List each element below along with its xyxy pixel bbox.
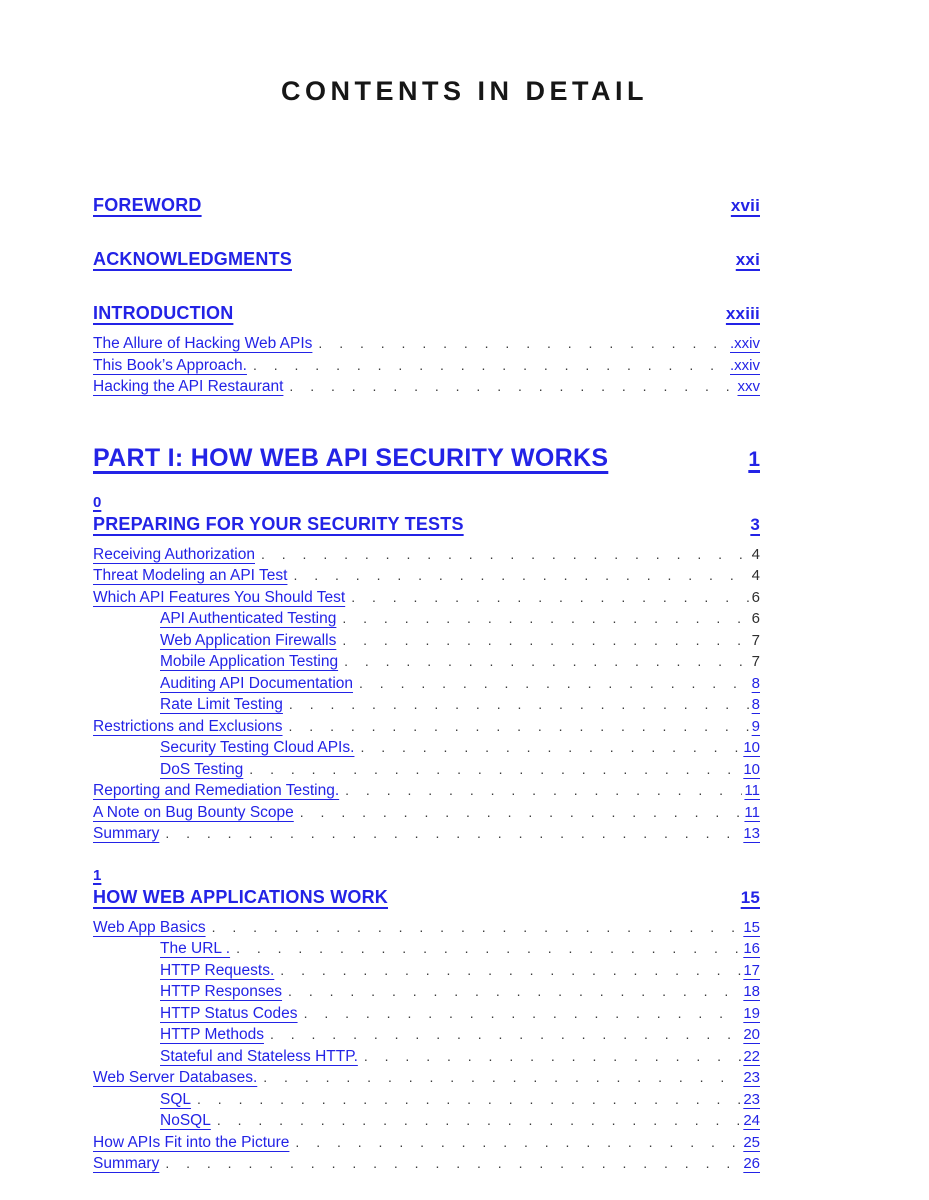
toc-entry-page: 6 bbox=[751, 588, 760, 606]
toc-entry bbox=[93, 544, 760, 566]
toc-heading-link[interactable]: INTRODUCTION bbox=[93, 303, 234, 323]
toc-entry bbox=[93, 802, 760, 824]
toc-heading-page[interactable]: xvii bbox=[730, 196, 760, 215]
toc-entry-link[interactable]: The Allure of Hacking Web APIs bbox=[93, 335, 313, 352]
dot-leader bbox=[360, 737, 741, 758]
toc-entry-page[interactable]: 8 bbox=[751, 696, 760, 713]
toc-entry bbox=[93, 981, 760, 1003]
toc-entry-list bbox=[93, 544, 760, 845]
dot-leader bbox=[289, 716, 750, 737]
toc-entry-link[interactable]: Auditing API Documentation bbox=[160, 674, 354, 692]
dot-leader bbox=[280, 960, 741, 981]
toc-entry-list bbox=[93, 917, 760, 1175]
toc-entry-link[interactable]: NoSQL bbox=[160, 1112, 211, 1129]
dot-leader bbox=[359, 673, 750, 694]
chapter-number-row bbox=[93, 866, 760, 885]
dot-leader bbox=[289, 694, 750, 715]
toc-heading-row bbox=[93, 249, 760, 270]
toc-entry-page[interactable]: 15 bbox=[743, 918, 760, 936]
toc-entry bbox=[93, 737, 760, 759]
toc-entry-link[interactable]: Which API Features You Should Test bbox=[93, 588, 346, 606]
toc-entry-page[interactable]: 19 bbox=[743, 1004, 760, 1022]
toc-heading-page[interactable]: xxi bbox=[735, 250, 760, 269]
toc-entry bbox=[93, 716, 760, 738]
dot-leader bbox=[295, 1132, 741, 1153]
dot-leader bbox=[270, 1024, 741, 1045]
dot-leader bbox=[304, 1003, 742, 1024]
toc-entry-list bbox=[93, 333, 760, 398]
toc-heading-link[interactable]: FOREWORD bbox=[93, 195, 202, 215]
toc-entry-link[interactable]: SQL bbox=[160, 1090, 192, 1108]
dot-leader bbox=[165, 1153, 741, 1174]
toc-entry-page[interactable]: 18 bbox=[743, 983, 760, 1000]
dot-leader bbox=[249, 759, 741, 780]
toc-entry bbox=[93, 823, 760, 845]
toc-entry-page[interactable]: 20 bbox=[743, 1026, 760, 1043]
toc-entry bbox=[93, 608, 760, 630]
toc-entry-page[interactable]: 13 bbox=[743, 825, 760, 842]
toc-entry-page[interactable]: .xxiv bbox=[730, 335, 760, 352]
dot-leader bbox=[212, 917, 742, 938]
toc-heading-row bbox=[93, 303, 760, 324]
dot-leader bbox=[288, 981, 741, 1002]
toc-entry bbox=[93, 1024, 760, 1046]
toc-entry-page: 7 bbox=[751, 653, 760, 670]
toc-entry bbox=[93, 651, 760, 673]
toc-entry-page[interactable]: 26 bbox=[743, 1155, 760, 1172]
toc-entry-link[interactable]: The URL . bbox=[160, 940, 231, 957]
dot-leader bbox=[351, 587, 749, 608]
toc-entry bbox=[93, 759, 760, 781]
toc-entry bbox=[93, 587, 760, 609]
toc-heading-link[interactable]: PART I: HOW WEB API SECURITY WORKS bbox=[93, 443, 609, 472]
dot-leader bbox=[165, 823, 741, 844]
toc-entry-link[interactable]: Rate Limit Testing bbox=[160, 696, 283, 713]
dot-leader bbox=[342, 630, 749, 651]
toc-entry bbox=[93, 355, 760, 377]
toc-entry-link[interactable]: Security Testing Cloud APIs. bbox=[160, 739, 355, 756]
toc-heading-link[interactable]: ACKNOWLEDGMENTS bbox=[93, 249, 292, 269]
toc-entry-link[interactable]: HTTP Responses bbox=[160, 983, 283, 1000]
toc-entry-page: 6 bbox=[751, 610, 760, 627]
toc-entry-link[interactable]: Restrictions and Exclusions bbox=[93, 717, 283, 735]
toc-entry-page[interactable]: xxv bbox=[737, 378, 760, 395]
toc-part-block bbox=[93, 445, 760, 472]
toc-heading-page[interactable]: 1 bbox=[748, 447, 760, 471]
toc-heading-page[interactable]: xxiii bbox=[725, 304, 760, 323]
toc-entry-link[interactable]: Mobile Application Testing bbox=[160, 653, 339, 670]
toc-heading-block bbox=[93, 249, 760, 270]
toc-heading-row bbox=[93, 514, 760, 535]
dot-leader bbox=[344, 651, 750, 672]
toc-entry-link[interactable]: Hacking the API Restaurant bbox=[93, 378, 284, 395]
toc-entry bbox=[93, 780, 760, 802]
toc bbox=[0, 195, 929, 1175]
toc-entry-page[interactable]: 9 bbox=[751, 717, 760, 735]
toc-entry bbox=[93, 917, 760, 939]
dot-leader bbox=[318, 333, 728, 354]
toc-entry-link[interactable]: How APIs Fit into the Picture bbox=[93, 1133, 290, 1151]
toc-entry-page[interactable]: 25 bbox=[743, 1133, 760, 1151]
toc-entry bbox=[93, 376, 760, 398]
toc-entry-page: 7 bbox=[751, 631, 760, 649]
toc-entry-link[interactable]: API Authenticated Testing bbox=[160, 610, 337, 627]
dot-leader bbox=[293, 565, 749, 586]
toc-heading-row bbox=[93, 887, 760, 908]
toc-entry-page[interactable]: 23 bbox=[743, 1069, 760, 1086]
toc-entry-page[interactable]: 10 bbox=[743, 760, 760, 778]
toc-heading-link[interactable]: PREPARING FOR YOUR SECURITY TESTS bbox=[93, 513, 464, 534]
toc-entry bbox=[93, 1110, 760, 1132]
toc-entry-page[interactable]: 22 bbox=[743, 1047, 760, 1065]
toc-entry-page[interactable]: 16 bbox=[743, 940, 760, 957]
toc-entry-link[interactable]: Web App Basics bbox=[93, 918, 206, 936]
toc-entry bbox=[93, 1003, 760, 1025]
toc-entry-page: 4 bbox=[751, 567, 760, 584]
toc-entry-link[interactable]: This Book’s Approach. bbox=[93, 356, 247, 374]
toc-heading-page[interactable]: 15 bbox=[740, 887, 760, 907]
toc-entry-page: 4 bbox=[751, 545, 760, 563]
toc-entry bbox=[93, 333, 760, 355]
dot-leader bbox=[217, 1110, 741, 1131]
toc-chapter-block bbox=[93, 493, 760, 535]
dot-leader bbox=[289, 376, 735, 397]
toc-entry-link[interactable]: Stateful and Stateless HTTP. bbox=[160, 1047, 358, 1065]
toc-entry-link[interactable]: DoS Testing bbox=[160, 760, 244, 778]
toc-entry bbox=[93, 694, 760, 716]
toc-heading-link[interactable]: HOW WEB APPLICATIONS WORK bbox=[93, 886, 388, 907]
toc-entry bbox=[93, 1153, 760, 1175]
dot-leader bbox=[345, 780, 742, 801]
toc-entry-link[interactable]: Summary bbox=[93, 1155, 160, 1172]
toc-entry-page[interactable]: 11 bbox=[744, 782, 760, 799]
toc-heading-block bbox=[93, 195, 760, 216]
toc-entry bbox=[93, 565, 760, 587]
toc-entry bbox=[93, 960, 760, 982]
toc-entry-page[interactable]: 11 bbox=[744, 803, 760, 821]
toc-entry bbox=[93, 630, 760, 652]
page-title: CONTENTS IN DETAIL bbox=[281, 76, 648, 106]
toc-entry bbox=[93, 673, 760, 695]
toc-entry-link[interactable]: Summary bbox=[93, 825, 160, 842]
toc-entry-link[interactable]: Reporting and Remediation Testing. bbox=[93, 782, 340, 799]
toc-chapter-block bbox=[93, 866, 760, 908]
toc-heading-page[interactable]: 3 bbox=[750, 514, 760, 534]
dot-leader bbox=[342, 608, 749, 629]
toc-entry-link[interactable]: Web Application Firewalls bbox=[160, 631, 337, 649]
toc-entry bbox=[93, 938, 760, 960]
toc-entry-page[interactable]: 8 bbox=[751, 674, 760, 692]
toc-entry-link[interactable]: HTTP Status Codes bbox=[160, 1004, 298, 1022]
chapter-number-link[interactable]: 0 bbox=[93, 493, 102, 511]
toc-entry bbox=[93, 1132, 760, 1154]
dot-leader bbox=[261, 544, 750, 565]
dot-leader bbox=[253, 355, 728, 376]
toc-entry-page[interactable]: 23 bbox=[743, 1090, 760, 1108]
toc-entry-page[interactable]: .xxiv bbox=[730, 356, 760, 374]
dot-leader bbox=[236, 938, 741, 959]
toc-heading-row bbox=[93, 195, 760, 216]
toc-entry-page[interactable]: 24 bbox=[743, 1112, 760, 1129]
dot-leader bbox=[300, 802, 743, 823]
toc-entry bbox=[93, 1046, 760, 1068]
toc-entry-link[interactable]: A Note on Bug Bounty Scope bbox=[93, 803, 294, 821]
toc-entry-link[interactable]: Threat Modeling an API Test bbox=[93, 567, 288, 584]
dot-leader bbox=[263, 1067, 741, 1088]
chapter-number-link[interactable]: 1 bbox=[93, 866, 102, 884]
toc-entry-link[interactable]: Web Server Databases. bbox=[93, 1069, 258, 1086]
chapter-number-row bbox=[93, 493, 760, 512]
toc-entry-page[interactable]: 17 bbox=[743, 961, 760, 979]
toc-entry-link[interactable]: HTTP Methods bbox=[160, 1026, 264, 1043]
toc-entry-link[interactable]: Receiving Authorization bbox=[93, 545, 255, 563]
toc-heading-block bbox=[93, 303, 760, 324]
toc-entry-page[interactable]: 10 bbox=[743, 739, 760, 756]
toc-entry bbox=[93, 1089, 760, 1111]
toc-heading-row bbox=[93, 445, 760, 472]
dot-leader bbox=[364, 1046, 741, 1067]
toc-entry bbox=[93, 1067, 760, 1089]
toc-entry-link[interactable]: HTTP Requests. bbox=[160, 961, 275, 979]
dot-leader bbox=[197, 1089, 741, 1110]
